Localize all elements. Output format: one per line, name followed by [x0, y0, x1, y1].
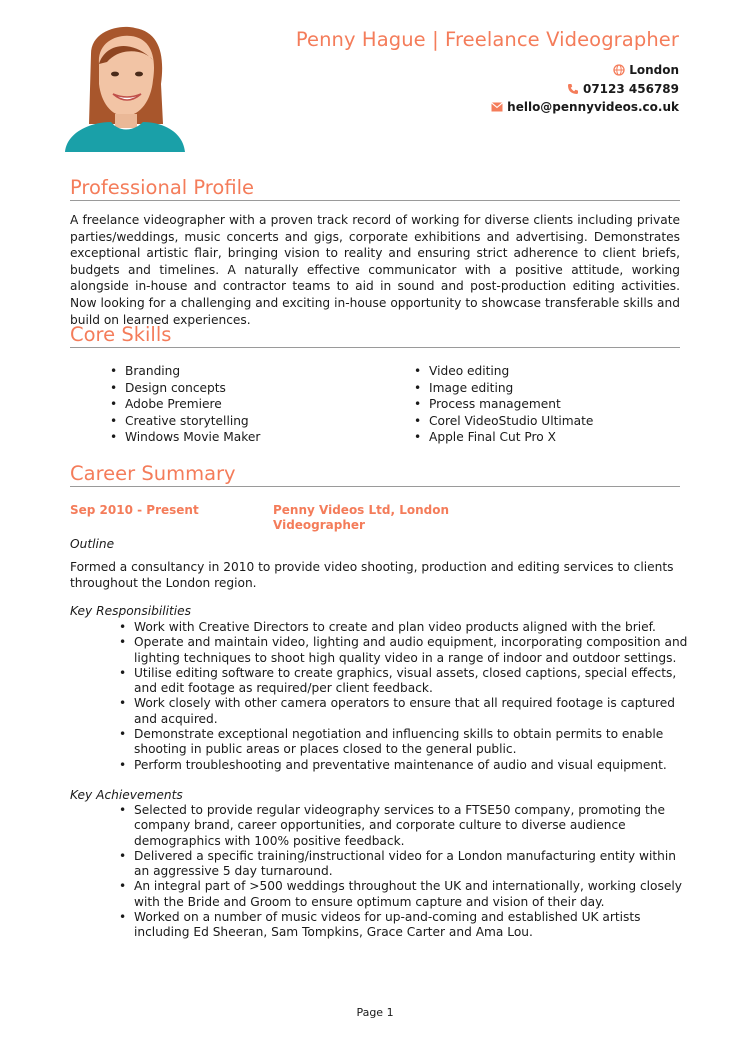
achievements-label: Key Achievements	[70, 788, 183, 802]
contact-phone	[567, 82, 679, 96]
contact-email	[491, 100, 679, 114]
list-item: • Work closely with other camera operators to ensure that all required footage is captured and acquired.	[119, 696, 689, 727]
list-item: • Demonstrate exceptional negotiation and influencing skills to obtain permits to enable shooting in public areas or places closed to the general public.	[119, 727, 689, 758]
contact-location	[613, 63, 679, 77]
envelope-icon	[491, 102, 503, 112]
achievements-list	[119, 803, 689, 941]
section-divider	[70, 486, 680, 487]
list-item: • Windows Movie Maker	[110, 429, 260, 446]
skills-list-right	[414, 363, 593, 446]
section-divider	[70, 200, 680, 201]
skills-list-left	[110, 363, 260, 446]
job-dates: Sep 2010 - Present	[70, 503, 199, 517]
outline-paragraph: Formed a consultancy in 2010 to provide video shooting, production and editing services to clients throughout the London region.	[70, 560, 674, 590]
location-text: London	[629, 63, 679, 77]
list-item: • Work with Creative Directors to create and plan video products aligned with the brief.	[119, 620, 689, 635]
globe-icon	[613, 64, 625, 76]
job-role: Videographer	[273, 518, 365, 532]
phone-text: 07123 456789	[582, 82, 679, 96]
list-item: • Selected to provide regular videography services to a FTSE50 company, promoting the company brand, career opportunities, and corporate culture to diverse audience demographics with 100% positive feedback.	[119, 803, 689, 849]
list-item: • Process management	[414, 396, 593, 413]
responsibilities-list	[119, 620, 689, 773]
list-item: • Operate and maintain video, lighting and audio equipment, incorporating composition and lighting techniques to shoot high quality video in a range of indoor and outdoor settings.	[119, 635, 689, 666]
section-divider	[70, 347, 680, 348]
outline-label: Outline	[70, 537, 115, 551]
list-item: • Image editing	[414, 380, 593, 397]
list-item: • Design concepts	[110, 380, 260, 397]
list-item: • An integral part of >500 weddings throughout the UK and internationally, working closely with the Bride and Groom to ensure optimum capture and vision of their day.	[119, 879, 689, 910]
list-item: • Video editing	[414, 363, 593, 380]
list-item: • Corel VideoStudio Ultimate	[414, 413, 593, 430]
list-item: • Delivered a specific training/instructional video for a London manufacturing entity within an aggressive 5 day turnaround.	[119, 849, 689, 880]
candidate-name: Penny Hague | Freelance Videographer	[295, 28, 679, 51]
list-item: • Perform troubleshooting and preventative maintenance of audio and visual equipment.	[119, 758, 689, 773]
section-title-profile: Professional Profile	[70, 176, 255, 199]
responsibilities-label: Key Responsibilities	[70, 604, 192, 618]
section-title-career: Career Summary	[70, 462, 236, 485]
list-item: • Utilise editing software to create graphics, visual assets, closed captions, special effects, and edit footage as required/per client feedback.	[119, 666, 689, 697]
list-item: • Creative storytelling	[110, 413, 260, 430]
list-item: • Branding	[110, 363, 260, 380]
list-item: • Worked on a number of music videos for up-and-coming and established UK artists including Ed Sheeran, Sam Tompkins, Grace Carter and Ama Lou.	[119, 910, 689, 941]
email-text[interactable]: hello@pennyvideos.co.uk	[507, 100, 679, 114]
phone-icon	[567, 83, 579, 95]
page-number: Page 1	[356, 1006, 394, 1019]
profile-photo	[61, 24, 189, 152]
section-title-skills: Core Skills	[70, 323, 172, 346]
job-company: Penny Videos Ltd, London	[273, 503, 450, 517]
list-item: • Apple Final Cut Pro X	[414, 429, 593, 446]
list-item: • Adobe Premiere	[110, 396, 260, 413]
profile-paragraph: A freelance videographer with a proven track record of working for diverse clients including private parties/weddings, music concerts and gigs, corporate exhibitions and advertising. Demonstrates exceptional artistic flair, bringing vision to reality and ensuring strict adherence to client briefs, budgets and timelines. A naturally effective communicator with a positive attitude, working alongside in-house and contractor teams to aid in sound and post-production editing activities. Now looking for a challenging and exciting in-house opportunity to showcase transferable skills and build on learned experiences.	[70, 213, 680, 327]
